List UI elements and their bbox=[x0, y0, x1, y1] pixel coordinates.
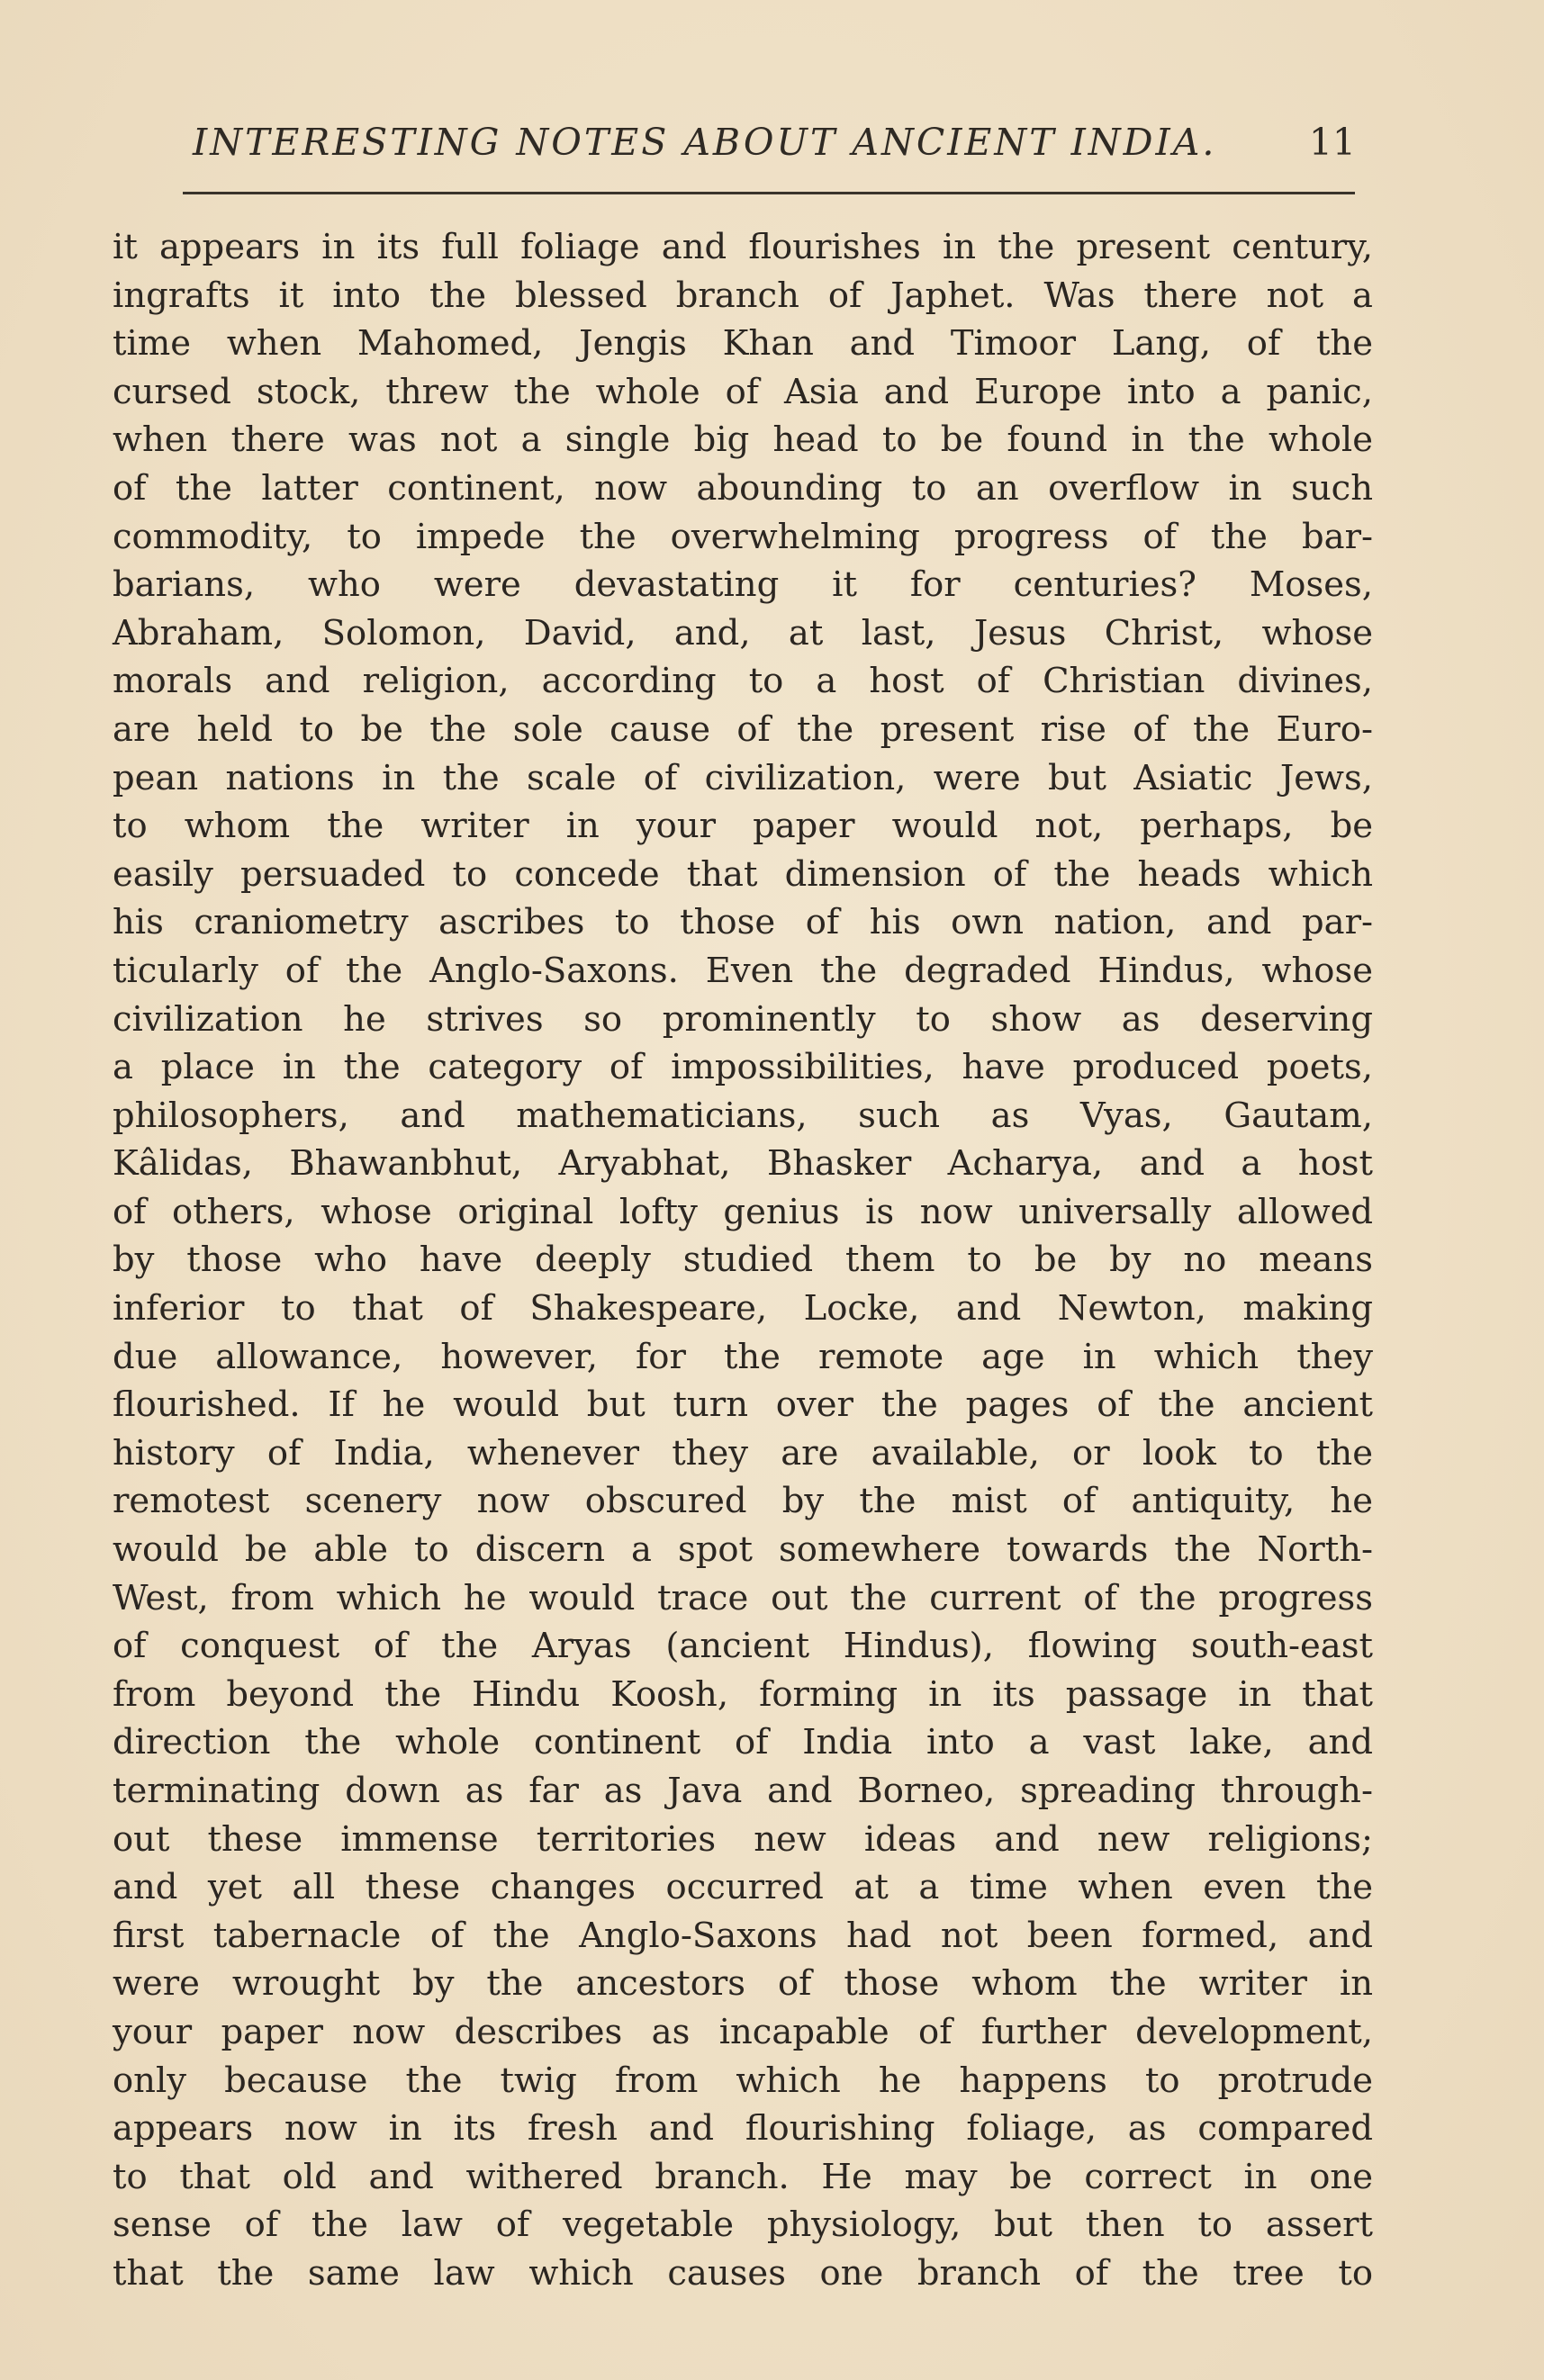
text-line: morals and religion, according to a host of Christian divines, bbox=[113, 661, 1373, 702]
text-line: his craniometry ascribes to those of his own nation, and par- bbox=[113, 902, 1373, 943]
text-line: ticularly of the Anglo-Saxons. Even the degraded Hindus, whose bbox=[113, 950, 1373, 991]
running-title: INTERESTING NOTES ABOUT ANCIENT INDIA. bbox=[193, 121, 1217, 164]
text-line: civilization he strives so prominently to show as deserving bbox=[113, 998, 1373, 1040]
text-line: are held to be the sole cause of the present rise of the Euro- bbox=[113, 708, 1373, 750]
text-line: of conquest of the Aryas (ancient Hindus), flowing south-east bbox=[113, 1626, 1373, 1667]
text-line: ingrafts it into the blessed branch of Japhet. Was there not a bbox=[113, 275, 1373, 316]
text-line: pean nations in the scale of civilization, were but Asiatic Jews, bbox=[113, 757, 1373, 798]
text-line: terminating down as far as Java and Borneo, spreading through- bbox=[113, 1771, 1373, 1811]
text-line: time when Mahomed, Jengis Khan and Timoor Lang, of the bbox=[113, 323, 1373, 365]
text-line: by those who have deeply studied them to be by no means bbox=[113, 1240, 1373, 1281]
header-rule bbox=[183, 192, 1355, 194]
body-text bbox=[113, 223, 1373, 2298]
text-line: direction the whole continent of India into a vast lake, and bbox=[113, 1722, 1373, 1763]
text-line: due allowance, however, for the remote age in which they bbox=[113, 1336, 1373, 1377]
text-line: your paper now describes as incapable of further development, bbox=[113, 2011, 1373, 2052]
text-line: a place in the category of impossibilities, have produced poets, bbox=[113, 1047, 1373, 1088]
text-line: out these immense territories new ideas and new religions; bbox=[113, 1818, 1373, 1860]
page-number: 11 bbox=[1308, 121, 1356, 164]
text-line: it appears in its full foliage and flourishes in the present century, bbox=[113, 227, 1373, 267]
page-header bbox=[180, 121, 1368, 175]
text-line: sense of the law of vegetable physiology, but then to assert bbox=[113, 2204, 1373, 2246]
text-line: would be able to discern a spot somewhere towards the North- bbox=[113, 1529, 1373, 1571]
text-line: that the same law which causes one branch of the tree to bbox=[113, 2252, 1373, 2294]
text-line: cursed stock, threw the whole of Asia and Europe into a panic, bbox=[113, 371, 1373, 412]
text-line: commodity, to impede the overwhelming progress of the bar- bbox=[113, 516, 1373, 557]
text-line: to that old and withered branch. He may be correct in one bbox=[113, 2156, 1373, 2197]
text-line: of the latter continent, now abounding to an overflow in such bbox=[113, 467, 1373, 509]
text-line: flourished. If he would but turn over the pages of the ancient bbox=[113, 1384, 1373, 1426]
text-line: Abraham, Solomon, David, and, at last, Jesus Christ, whose bbox=[113, 612, 1373, 654]
text-line: West, from which he would trace out the current of the progress bbox=[113, 1577, 1373, 1618]
text-line: were wrought by the ancestors of those whom the writer in bbox=[113, 1963, 1373, 2005]
text-line: appears now in its fresh and flourishing foliage, as compared bbox=[113, 2108, 1373, 2150]
text-line: Kâlidas, Bhawanbhut, Aryabhat, Bhasker Acharya, and a host bbox=[113, 1143, 1373, 1185]
text-line: easily persuaded to concede that dimension of the heads which bbox=[113, 853, 1373, 895]
text-line: to whom the writer in your paper would not, perhaps, be bbox=[113, 806, 1373, 847]
text-line: and yet all these changes occurred at a time when even the bbox=[113, 1867, 1373, 1908]
text-line: only because the twig from which he happens to protrude bbox=[113, 2060, 1373, 2101]
text-line: inferior to that of Shakespeare, Locke, and Newton, making bbox=[113, 1288, 1373, 1330]
text-line: from beyond the Hindu Koosh, forming in its passage in that bbox=[113, 1673, 1373, 1715]
text-line: first tabernacle of the Anglo-Saxons had not been formed, and bbox=[113, 1915, 1373, 1956]
text-line: history of India, whenever they are available, or look to the bbox=[113, 1432, 1373, 1474]
text-line: when there was not a single big head to be found in the whole bbox=[113, 419, 1373, 461]
text-line: philosophers, and mathematicians, such as Vyas, Gautam, bbox=[113, 1095, 1373, 1136]
text-line: barians, who were devastating it for centuries? Moses, bbox=[113, 564, 1373, 606]
text-line: remotest scenery now obscured by the mist of antiquity, he bbox=[113, 1481, 1373, 1522]
text-line: of others, whose original lofty genius is now universally allowed bbox=[113, 1191, 1373, 1232]
